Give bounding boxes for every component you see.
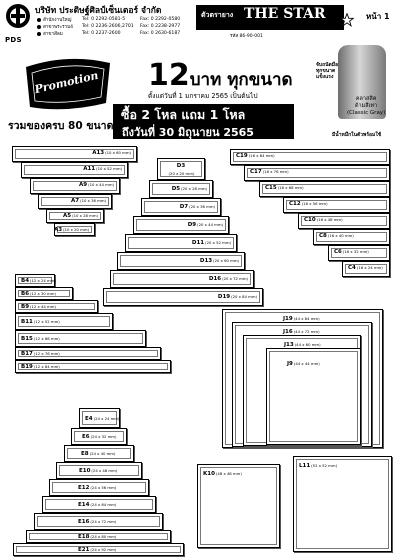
promo-start-date: ตั้งแต่วันที่ 1 มกราคม 2565 เป็นต้นไป <box>148 92 258 100</box>
size-box-j13: J13(44 x 60 mm) <box>243 335 361 446</box>
size-box-d5: D5(20 x 28 mm) <box>149 180 213 198</box>
size-box-c6: C6(16 x 32 mm) <box>328 245 390 261</box>
size-box-a13: A13(10 x 60 mm) <box>12 146 137 162</box>
size-box-b9: B9(12 x 44 mm) <box>15 300 98 313</box>
size-box-e14: E14(24 x 64 mm) <box>42 496 156 513</box>
size-box-e16: E16(24 x 72 mm) <box>34 513 163 530</box>
size-box-d11: D11(20 x 52 mm) <box>125 234 237 252</box>
promotion-label: Promotion <box>33 68 100 97</box>
branch-row: สาขาพระราม4 <box>37 24 73 31</box>
size-box-j9: J9(44 x 44 mm) <box>266 348 361 445</box>
price-number: 12 <box>148 58 190 93</box>
size-box-d16: D16(20 x 72 mm) <box>110 270 254 288</box>
branch-tel: Tel: 0 2237-2600 <box>82 31 121 36</box>
offer-banner <box>113 104 294 139</box>
brand-name: THE STAR <box>244 6 326 22</box>
size-box-e8: E8(24 x 40 mm) <box>64 445 134 462</box>
brand-thai: ตัวตรายาง <box>201 11 234 19</box>
size-box-a5: A5(10 x 28 mm) <box>46 209 104 223</box>
pds-logo-icon <box>5 3 31 29</box>
size-box-b11: B11(12 x 52 mm) <box>15 313 113 330</box>
classic-gray-label: คลาสสิค ด้ามสีเทา (Classic Gray) <box>347 96 386 116</box>
size-box-e10: E10(24 x 48 mm) <box>56 462 142 479</box>
size-box-c8: C8(16 x 40 mm) <box>313 229 390 245</box>
size-box-b4: B4(12 x 24 mm) <box>15 274 55 287</box>
all-sizes-label: รวมของครบ 80 ขนาด <box>8 120 114 132</box>
branch-fax: Fax: 0 2292-0580 <box>140 17 181 22</box>
size-box-c10: C10(16 x 48 mm) <box>298 213 390 229</box>
size-box-e4: E4(24 x 24 mm) <box>79 408 120 428</box>
size-box-b19: B19(12 x 84 mm) <box>15 360 171 373</box>
product-code: รหัส 86-90-001 <box>230 34 263 39</box>
size-box-l11: L11(52 x 52 mm) <box>293 456 392 552</box>
size-box-b17: B17(12 x 76 mm) <box>15 347 161 360</box>
size-box-a7: A7(10 x 36 mm) <box>38 194 112 209</box>
bullet-icon <box>37 18 41 22</box>
branch-tel: Tel: 0 2236-2606,2701 <box>82 24 134 29</box>
size-box-a3: A3(10 x 20 mm) <box>54 223 95 236</box>
size-box-b6: B6(12 x 30 mm) <box>15 287 73 300</box>
size-box-a11: A11(10 x 52 mm) <box>21 162 128 178</box>
size-box-c17: C17(16 x 76 mm) <box>244 165 390 181</box>
size-box-c15: C15(16 x 68 mm) <box>259 181 390 197</box>
size-box-d7: D7(20 x 36 mm) <box>141 198 221 216</box>
star-icon <box>340 13 354 27</box>
logo-text: PDS <box>5 36 22 44</box>
size-box-d19: D19(20 x 84 mm) <box>103 288 263 306</box>
size-box-c4: C4(16 x 24 mm) <box>342 261 390 277</box>
offer-line: ซื้อ 2 โหล แถม 1 โหล <box>121 107 246 122</box>
page-number: หน้า 1 <box>366 12 390 21</box>
price-headline <box>148 58 293 93</box>
size-box-c19: C19(16 x 84 mm) <box>230 149 390 165</box>
offer-until: ถึงวันที่ 30 มิถุนายน 2565 <box>122 126 254 139</box>
bullet-icon <box>37 32 41 36</box>
price-text: บาท ทุกขนาด <box>189 70 293 90</box>
size-box-c12: C12(16 x 56 mm) <box>283 197 390 213</box>
size-box-e12: E12(24 x 56 mm) <box>49 479 149 496</box>
size-box-d3: D3 (20 x 20 mm) <box>157 158 205 180</box>
size-box-e21: E21(24 x 92 mm) <box>13 543 184 556</box>
branch-row: สำนักงานใหญ่ <box>37 17 71 24</box>
handle-note: จับถนัดมือ ทุกขนาด แข็งแรง <box>316 62 339 80</box>
branch-fax: Fax: 0 2630-6187 <box>140 31 181 36</box>
branch-fax: Fax: 0 2238-2977 <box>140 24 181 29</box>
size-box-k10: K10(48 x 48 mm) <box>197 464 280 548</box>
size-box-b15: B15(12 x 68 mm) <box>15 330 146 347</box>
size-box-a9: A9(10 x 44 mm) <box>30 178 120 194</box>
size-box-j19: J19(44 x 84 mm) <box>222 309 383 448</box>
brand-banner <box>196 5 344 30</box>
branch-row: สาขาสีลม <box>37 31 63 38</box>
bullet-icon <box>37 25 41 29</box>
size-box-d9: D9(20 x 44 mm) <box>133 216 229 234</box>
company-name: บริษัท ประดิษฐ์ศิลป์เซ็นเตอร์ จำกัด <box>35 6 162 16</box>
size-box-e6: E6(24 x 32 mm) <box>71 428 127 445</box>
size-box-e18: E18(24 x 80 mm) <box>26 530 171 543</box>
size-box-j16: J16(44 x 72 mm) <box>232 322 372 447</box>
branch-tel: Tel: 0 2292-0581-5 <box>82 17 126 22</box>
ink-note: มีน้ำหมึกในตัวพร้อมใช้ <box>332 132 382 138</box>
size-box-d13: D13(20 x 60 mm) <box>117 252 245 270</box>
